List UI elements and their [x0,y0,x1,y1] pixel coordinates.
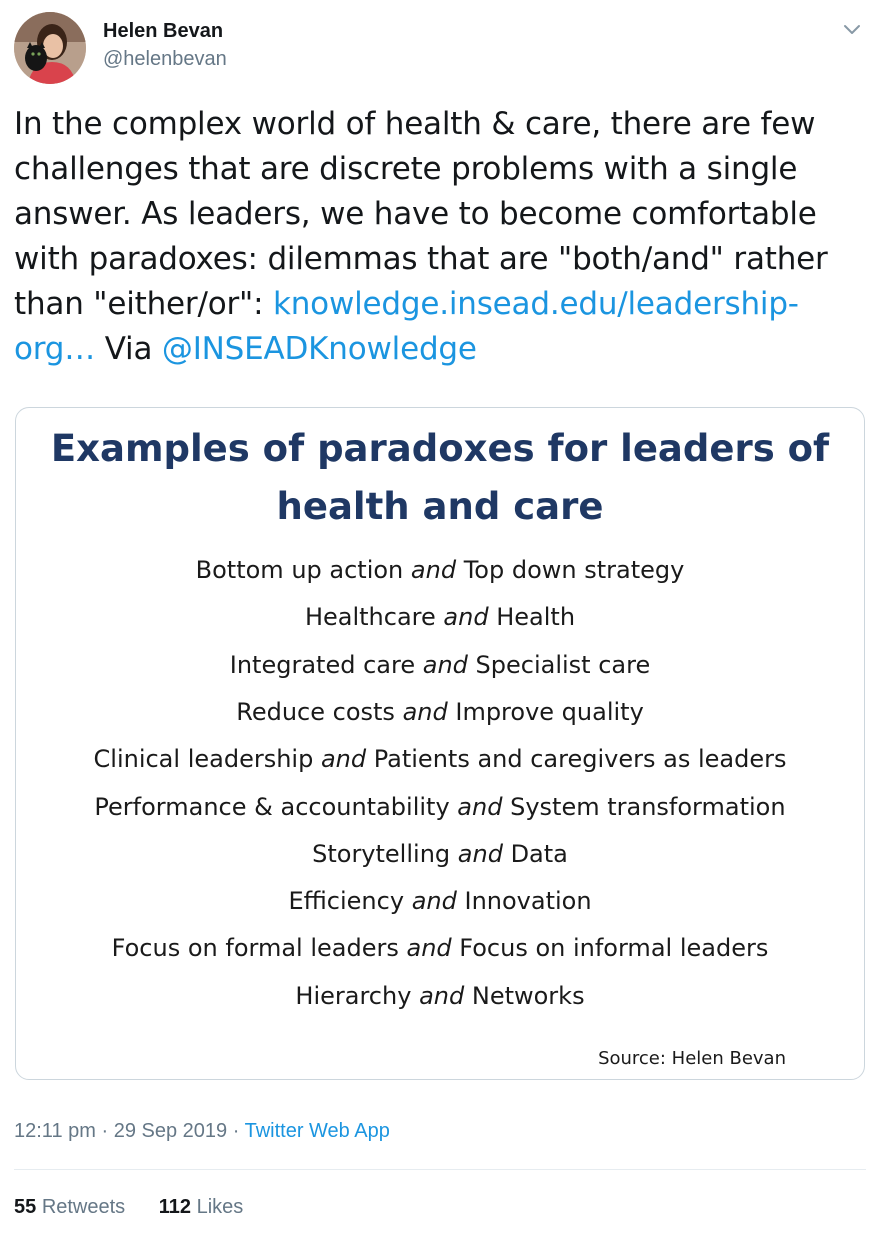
author-name[interactable]: Helen Bevan [103,20,224,42]
paradox-connector: and [406,934,452,963]
paradox-connector: and [410,556,457,584]
tweet-text [14,102,864,372]
mention-link[interactable]: @INSEADKnowledge [161,331,477,367]
paradox-left: Hierarchy [295,981,412,1010]
via-text: Via [95,331,162,367]
paradox-line [16,886,864,916]
paradox-line [16,555,864,585]
tweet-meta [14,1120,390,1143]
author-handle[interactable]: @helenbevan [103,48,227,70]
paradox-left: Reduce costs [236,697,395,726]
paradox-connector: and [457,839,503,868]
paradox-left: Bottom up action [195,556,404,584]
paradox-left: Clinical leadership [93,745,314,774]
tweet-stats [14,1196,243,1219]
article-link[interactable]: knowledge.insead.edu/leadership-org… [14,286,799,367]
paradox-line [16,602,864,632]
paradox-line [16,697,864,727]
avatar[interactable] [14,12,86,84]
avatar-image [14,12,86,84]
paradox-right: Top down strategy [463,556,685,584]
paradox-right: Networks [471,981,585,1010]
paradox-connector: and [443,603,489,632]
paradox-connector: and [402,697,448,726]
paradox-left: Efficiency [288,887,405,916]
divider [14,1169,866,1170]
retweets-count: 55 [14,1196,37,1218]
paradox-line [16,839,864,869]
tweet-date[interactable]: 29 Sep 2019 [113,1120,228,1142]
paradox-left: Healthcare [304,603,436,632]
paradox-right: Specialist care [475,650,651,679]
paradox-line [16,981,864,1011]
paradox-connector: and [419,981,465,1010]
likes-label: Likes [196,1196,244,1218]
client-link[interactable]: Twitter Web App [244,1120,390,1142]
card-source: Source: Helen Bevan [598,1048,786,1069]
paradox-line [16,744,864,774]
paradox-line [16,792,864,822]
card-title: Examples of paradoxes for leaders of health and care [50,427,830,528]
paradox-right: Improve quality [455,697,644,726]
paradox-right: Data [510,839,568,868]
paradox-right: Health [496,603,576,632]
chevron-down-icon[interactable] [838,16,866,44]
tweet-time[interactable]: 12:11 pm [14,1120,96,1142]
paradox-right: Focus on informal leaders [459,934,769,963]
paradox-right: Patients and caregivers as leaders [373,745,787,774]
paradox-left: Performance & accountability [94,792,450,821]
paradox-right: Innovation [464,887,592,916]
paradox-left: Storytelling [312,839,451,868]
likes-stat[interactable] [159,1196,244,1219]
paradox-connector: and [411,887,457,916]
paradox-left: Focus on formal leaders [111,934,399,963]
paradox-connector: and [320,745,367,774]
tweet-text-body: In the complex world of health & care, there are few challenges that are discrete problems with a single answer. As leaders, we have to become comfortable with paradoxes: dilemmas that are "both/and" rather than "either/or": [14,106,828,322]
paradox-line [16,650,864,680]
paradox-connector: and [457,792,503,821]
paradox-right: System transformation [510,792,786,821]
paradox-line [16,933,864,963]
retweets-label: Retweets [41,1196,126,1218]
retweets-stat[interactable] [14,1196,125,1219]
paradox-connector: and [422,650,468,679]
meta-separator: · [232,1120,240,1142]
paradox-left: Integrated care [229,650,416,679]
meta-separator: · [101,1120,109,1142]
media-card[interactable] [15,407,865,1080]
likes-count: 112 [158,1196,192,1218]
